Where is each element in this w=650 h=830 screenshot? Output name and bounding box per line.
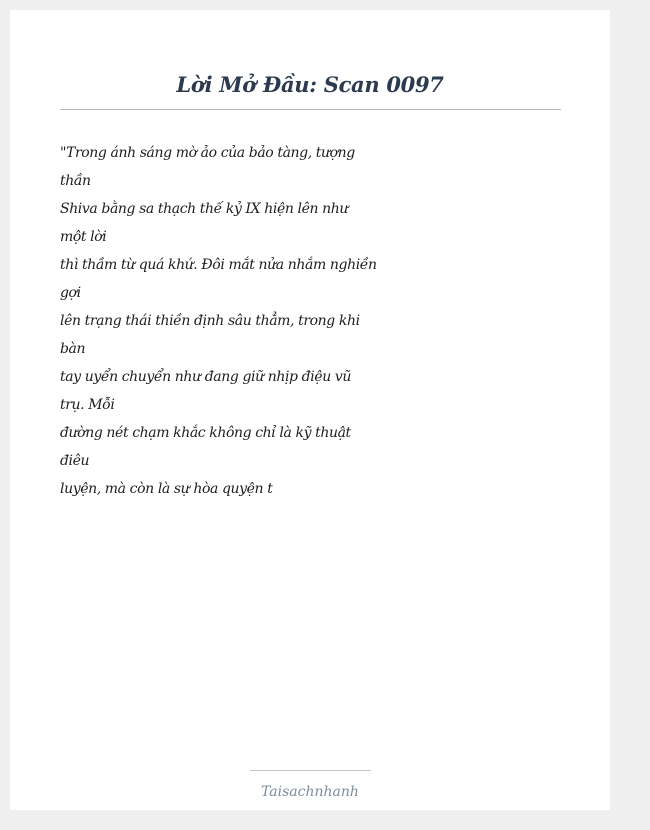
- text-line: Shiva bằng sa thạch thế kỷ IX hiện lên như: [60, 201, 349, 217]
- text-line: đường nét chạm khắc không chỉ là kỹ thuật: [60, 425, 351, 441]
- text-line: bàn: [60, 341, 86, 357]
- title-divider: [60, 109, 561, 110]
- text-line: một lời: [60, 229, 107, 245]
- text-line: thì thầm từ quá khứ. Đôi mắt nửa nhắm nghiền: [60, 257, 377, 273]
- text-line: lên trạng thái thiền định sâu thẳm, trong khi: [60, 313, 360, 329]
- page-title: Lời Mở Đầu: Scan 0097: [176, 72, 444, 97]
- text-line: trụ. Mỗi: [60, 397, 115, 413]
- text-line: điêu: [60, 453, 90, 469]
- text-line: "Trong ánh sáng mờ ảo của bảo tàng, tượng: [60, 145, 355, 161]
- text-line: thần: [60, 173, 91, 189]
- text-line: gợi: [60, 285, 81, 301]
- document-page: [10, 10, 610, 810]
- body-text: [60, 142, 390, 506]
- text-line: tay uyển chuyển như đang giữ nhịp điệu vũ: [60, 369, 351, 385]
- footer-divider: [250, 770, 371, 771]
- text-line: luyện, mà còn là sự hòa quyện t: [60, 481, 273, 497]
- footer-brand: Taisachnhanh: [261, 784, 359, 800]
